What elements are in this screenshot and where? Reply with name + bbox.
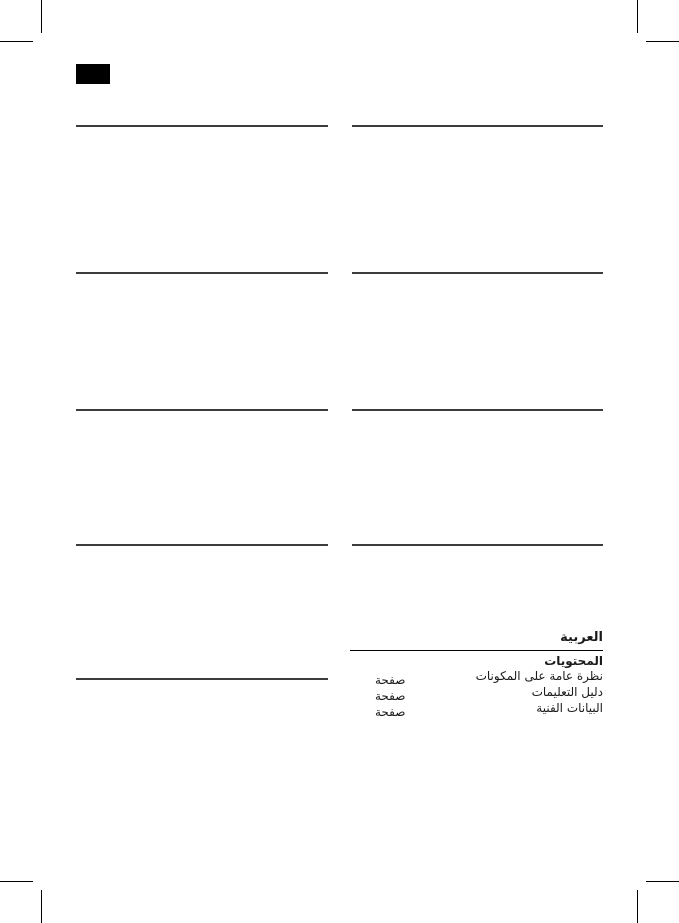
- section-rule-right-2: [352, 272, 603, 274]
- table-of-contents: [350, 628, 603, 717]
- crop-mark-bottom-right-horizontal: [646, 881, 679, 882]
- crop-mark-top-right-horizontal: [646, 41, 679, 42]
- section-rule-left-3: [76, 409, 328, 411]
- toc-entry-title[interactable]: البيانات الفنية: [536, 701, 603, 715]
- contents-heading: المحتويات: [544, 654, 603, 668]
- crop-mark-top-left-vertical: [41, 0, 42, 33]
- section-rule-left-2: [76, 272, 328, 274]
- toc-entry[interactable]: [350, 669, 603, 685]
- section-rule-left-4: [76, 544, 328, 546]
- language-tab: [76, 64, 110, 84]
- section-rule-right-3: [352, 409, 603, 411]
- crop-mark-top-left-horizontal: [0, 41, 33, 42]
- language-rule: [350, 650, 603, 651]
- toc-entry[interactable]: [350, 685, 603, 701]
- section-rule-left-5: [76, 678, 328, 680]
- section-rule-right-1: [352, 125, 603, 127]
- section-rule-left-1: [76, 125, 328, 127]
- toc-entry-page: صفحة: [375, 673, 406, 687]
- toc-entry-title[interactable]: دليل التعليمات: [531, 685, 603, 699]
- toc-entry[interactable]: [350, 701, 603, 717]
- crop-mark-bottom-right-vertical: [637, 890, 638, 923]
- crop-mark-bottom-left-vertical: [41, 890, 42, 923]
- crop-mark-bottom-left-horizontal: [0, 881, 33, 882]
- section-rule-right-4: [352, 544, 603, 546]
- toc-entry-page: صفحة: [375, 689, 406, 703]
- crop-mark-top-right-vertical: [637, 0, 638, 33]
- toc-entry-title[interactable]: نظرة عامة على المكونات: [475, 669, 603, 683]
- toc-entry-page: صفحة: [375, 705, 406, 719]
- language-label: العربية: [560, 630, 603, 645]
